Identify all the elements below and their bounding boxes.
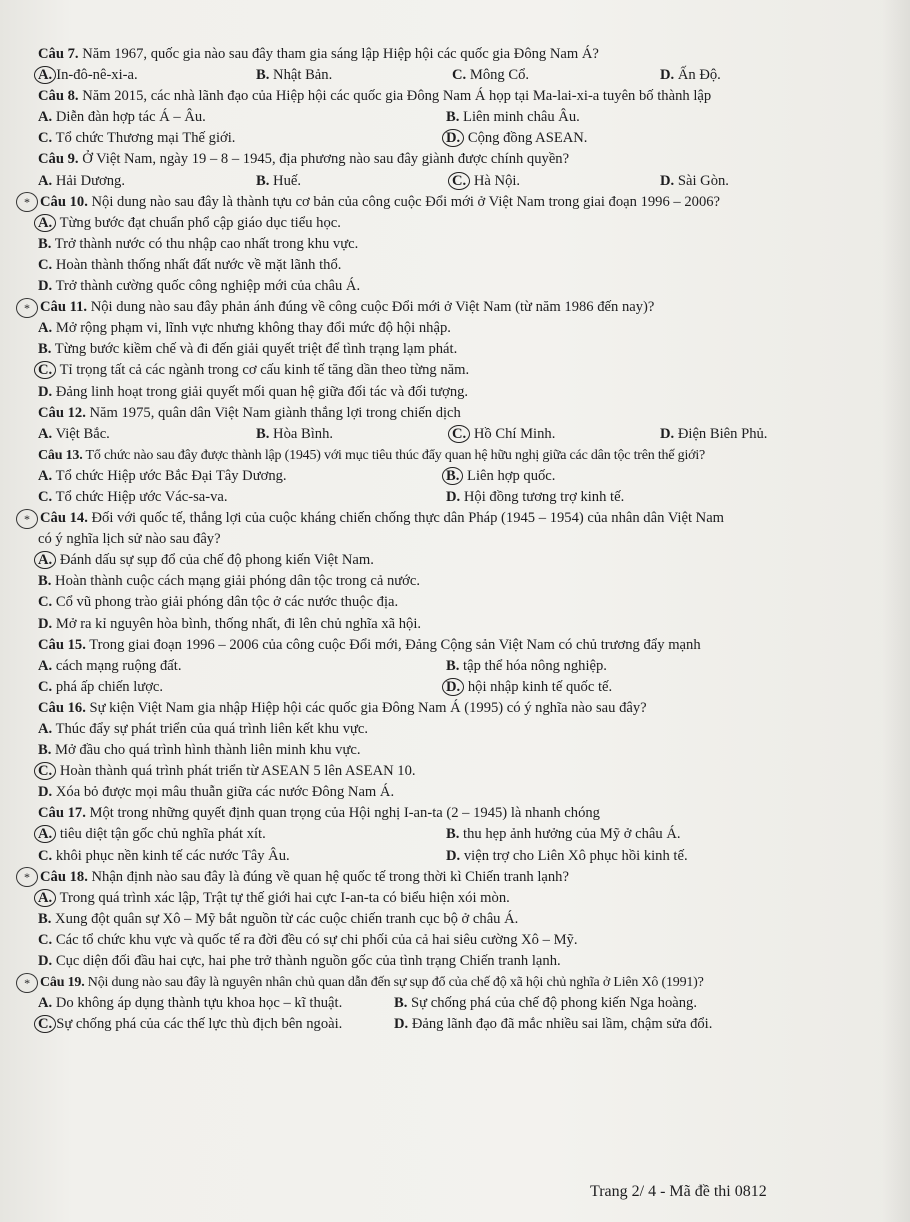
option-c: C. Các tổ chức khu vực và quốc tế ra đời đều có sự chi phối của cả hai siêu cường Xô – Mỹ. xyxy=(38,931,578,948)
question-15 xyxy=(30,635,800,698)
question-19 xyxy=(24,972,800,1035)
star-mark-icon: * xyxy=(16,973,38,993)
option-a: A. Mở rộng phạm vi, lĩnh vực nhưng không thay đổi mức độ hội nhập. xyxy=(38,320,451,337)
option-a: A. Do không áp dụng thành tựu khoa học – kĩ thuật. xyxy=(38,995,343,1012)
question-8 xyxy=(30,86,800,149)
question-13 xyxy=(30,445,800,508)
option-a: A. Hải Dương. xyxy=(38,172,125,189)
option-d: D. Đảng linh hoạt trong giải quyết mối quan hệ giữa đối tác và đối tượng. xyxy=(38,383,469,400)
option-c: C. Tổ chức Hiệp ước Vác-sa-va. xyxy=(38,488,228,505)
option-b: B. Xung đột quân sự Xô – Mỹ bắt nguồn từ các cuộc chiến tranh cục bộ ở châu Á. xyxy=(38,910,519,927)
option-b: B. Mở đầu cho quá trình hình thành liên minh khu vực. xyxy=(38,742,361,759)
option-b: B. Hòa Bình. xyxy=(256,425,334,442)
question-stem: * Câu 18. Nhận định nào sau đây là đúng về quan hệ quốc tế trong thời kì Chiến tranh lạnh? xyxy=(30,867,800,888)
star-mark-icon: * xyxy=(16,192,38,212)
option-d: D. Cộng đồng ASEAN. xyxy=(446,128,587,149)
option-d: D. Mở ra kỉ nguyên hòa bình, thống nhất, đi lên chủ nghĩa xã hội. xyxy=(38,615,422,632)
option-d: D. Sài Gòn. xyxy=(660,172,729,189)
option-b: B. tập thể hóa nông nghiệp. xyxy=(446,657,607,674)
question-stem: Câu 16. Sự kiện Việt Nam gia nhập Hiệp hội các quốc gia Đông Nam Á (1995) có ý nghĩa nào sau đây? xyxy=(38,699,647,716)
question-9 xyxy=(30,149,800,191)
question-stem: Câu 8. Năm 2015, các nhà lãnh đạo của Hiệp hội các quốc gia Đông Nam Á họp tại Ma-lai-xi-a tuyên bố thành lập xyxy=(38,88,712,105)
option-a: A. tiêu diệt tận gốc chủ nghĩa phát xít. xyxy=(38,824,446,845)
question-stem: Câu 13. Tổ chức nào sau đây được thành lập (1945) với mục tiêu thúc đẩy quan hệ hữu nghị giữa các dân tộc trên thế giới? xyxy=(38,447,706,463)
star-mark-icon: * xyxy=(16,867,38,887)
option-d: D. Xóa bỏ được mọi mâu thuẫn giữa các nước Đông Nam Á. xyxy=(38,784,395,801)
option-c: C. Hà Nội. xyxy=(452,171,660,192)
option-b: B. Liên minh châu Âu. xyxy=(446,109,580,126)
question-stem: Câu 17. Một trong những quyết định quan trọng của Hội nghị I-an-ta (2 – 1945) là nhanh chóng xyxy=(38,805,600,822)
question-stem: Câu 7. Năm 1967, quốc gia nào sau đây tham gia sáng lập Hiệp hội các quốc gia Đông Nam Á? xyxy=(38,46,599,62)
option-d: D. Đảng lãnh đạo đã mắc nhiều sai lầm, chậm sửa đổi. xyxy=(394,1016,713,1033)
option-c: C. khôi phục nền kinh tế các nước Tây Âu. xyxy=(38,847,290,864)
option-b: B. Hoàn thành cuộc cách mạng giải phóng dân tộc trong cả nước. xyxy=(38,573,420,590)
option-a: A. Diễn đàn hợp tác Á – Âu. xyxy=(38,109,206,126)
option-c: C. Tỉ trọng tất cả các ngành trong cơ cấu kinh tế tăng dần theo từng năm. xyxy=(30,360,800,381)
question-stem-continued: có ý nghĩa lịch sử nào sau đây? xyxy=(38,531,221,548)
question-11 xyxy=(24,297,800,402)
option-d: D. Ấn Độ. xyxy=(660,67,721,84)
option-c: C. Tổ chức Thương mại Thế giới. xyxy=(38,130,236,147)
question-list xyxy=(24,44,800,1035)
option-a: A. Đánh dấu sự sụp đổ của chế độ phong kiến Việt Nam. xyxy=(30,550,800,571)
option-c: C. Hoàn thành quá trình phát triển từ ASEAN 5 lên ASEAN 10. xyxy=(30,761,800,782)
option-c: C. phá ấp chiến lược. xyxy=(38,678,164,695)
question-18 xyxy=(24,867,800,972)
option-a: A. cách mạng ruộng đất. xyxy=(38,657,182,674)
option-b: B. Liên hợp quốc. xyxy=(446,466,555,487)
star-mark-icon: * xyxy=(16,298,38,318)
option-b: B. Nhật Bản. xyxy=(256,67,333,84)
question-stem: Câu 15. Trong giai đoạn 1996 – 2006 của công cuộc Đổi mới, Đảng Cộng sản Việt Nam có chủ trương đẩy mạnh xyxy=(38,636,701,653)
question-14 xyxy=(24,508,800,635)
option-b: B. thu hẹp ảnh hưởng của Mỹ ở châu Á. xyxy=(446,826,681,843)
option-b: B. Trở thành nước có thu nhập cao nhất trong khu vực. xyxy=(38,235,359,252)
star-mark-icon: * xyxy=(16,509,38,529)
question-stem: * Câu 11. Nội dung nào sau đây phản ánh đúng về công cuộc Đổi mới ở Việt Nam (từ năm 1986 đến nay)? xyxy=(30,297,800,318)
option-a: A. Thúc đẩy sự phát triển của quá trình liên kết khu vực. xyxy=(38,721,369,737)
option-d: D. Điện Biên Phủ. xyxy=(660,425,768,442)
question-stem: Câu 9. Ở Việt Nam, ngày 19 – 8 – 1945, địa phương nào sau đây giành được chính quyền? xyxy=(38,151,570,168)
option-a: A. Tổ chức Hiệp ước Bắc Đại Tây Dương. xyxy=(38,467,287,484)
option-a: A. In-đô-nê-xi-a. xyxy=(38,65,256,86)
option-c: C. Sự chống phá của các thế lực thù địch bên ngoài. xyxy=(38,1014,394,1035)
option-d: D. Trở thành cường quốc công nghiệp mới của châu Á. xyxy=(38,278,361,295)
option-d: D. hội nhập kinh tế quốc tế. xyxy=(446,677,612,698)
question-stem: * Câu 10. Nội dung nào sau đây là thành tựu cơ bản của công cuộc Đổi mới ở Việt Nam trong giai đoạn 1996 – 2006? xyxy=(30,192,800,213)
question-16 xyxy=(30,698,800,803)
option-b: B. Từng bước kiềm chế và đi đến giải quyết triệt để tình trạng lạm phát. xyxy=(38,341,458,358)
option-a: A. Trong quá trình xác lập, Trật tự thế giới hai cực I-an-ta có biểu hiện xói mòn. xyxy=(30,888,800,909)
question-17 xyxy=(30,803,800,866)
option-d: D. Cục diện đối đầu hai cực, hai phe trở thành nguồn gốc của tình trạng Chiến tranh lạnh. xyxy=(38,953,561,970)
option-c: C. Hồ Chí Minh. xyxy=(452,424,660,445)
option-b: B. Sự chống phá của chế độ phong kiến Nga hoàng. xyxy=(394,995,697,1012)
option-d: D. Hội đồng tương trợ kinh tế. xyxy=(446,488,625,505)
option-c: C. Mông Cổ. xyxy=(452,67,530,84)
page-footer: Trang 2/ 4 - Mã đề thi 0812 xyxy=(590,1183,767,1200)
question-10 xyxy=(24,192,800,297)
option-b: B. Huế. xyxy=(256,172,302,189)
question-stem: * Câu 19. Nội dung nào sau đây là nguyên nhân chủ quan dẫn đến sự sụp đổ của chế độ xã hội chủ nghĩa ở Liên Xô (1991)? xyxy=(30,972,800,993)
page-edge-shadow xyxy=(882,0,910,1222)
question-7 xyxy=(30,44,800,86)
question-stem: Câu 12. Năm 1975, quân dân Việt Nam giành thắng lợi trong chiến dịch xyxy=(38,404,461,421)
option-c: C. Hoàn thành thống nhất đất nước về mặt lãnh thổ. xyxy=(38,256,342,273)
question-12 xyxy=(30,403,800,445)
option-a: A. Từng bước đạt chuẩn phổ cập giáo dục tiểu học. xyxy=(30,213,800,234)
option-d: D. viện trợ cho Liên Xô phục hồi kinh tế. xyxy=(446,847,688,864)
option-c: C. Cổ vũ phong trào giải phóng dân tộc ở các nước thuộc địa. xyxy=(38,594,399,611)
option-a: A. Việt Bắc. xyxy=(38,425,110,442)
question-stem: * Câu 14. Đối với quốc tế, thắng lợi của cuộc kháng chiến chống thực dân Pháp (1945 – 1954) của nhân dân Việt Nam xyxy=(30,508,800,529)
